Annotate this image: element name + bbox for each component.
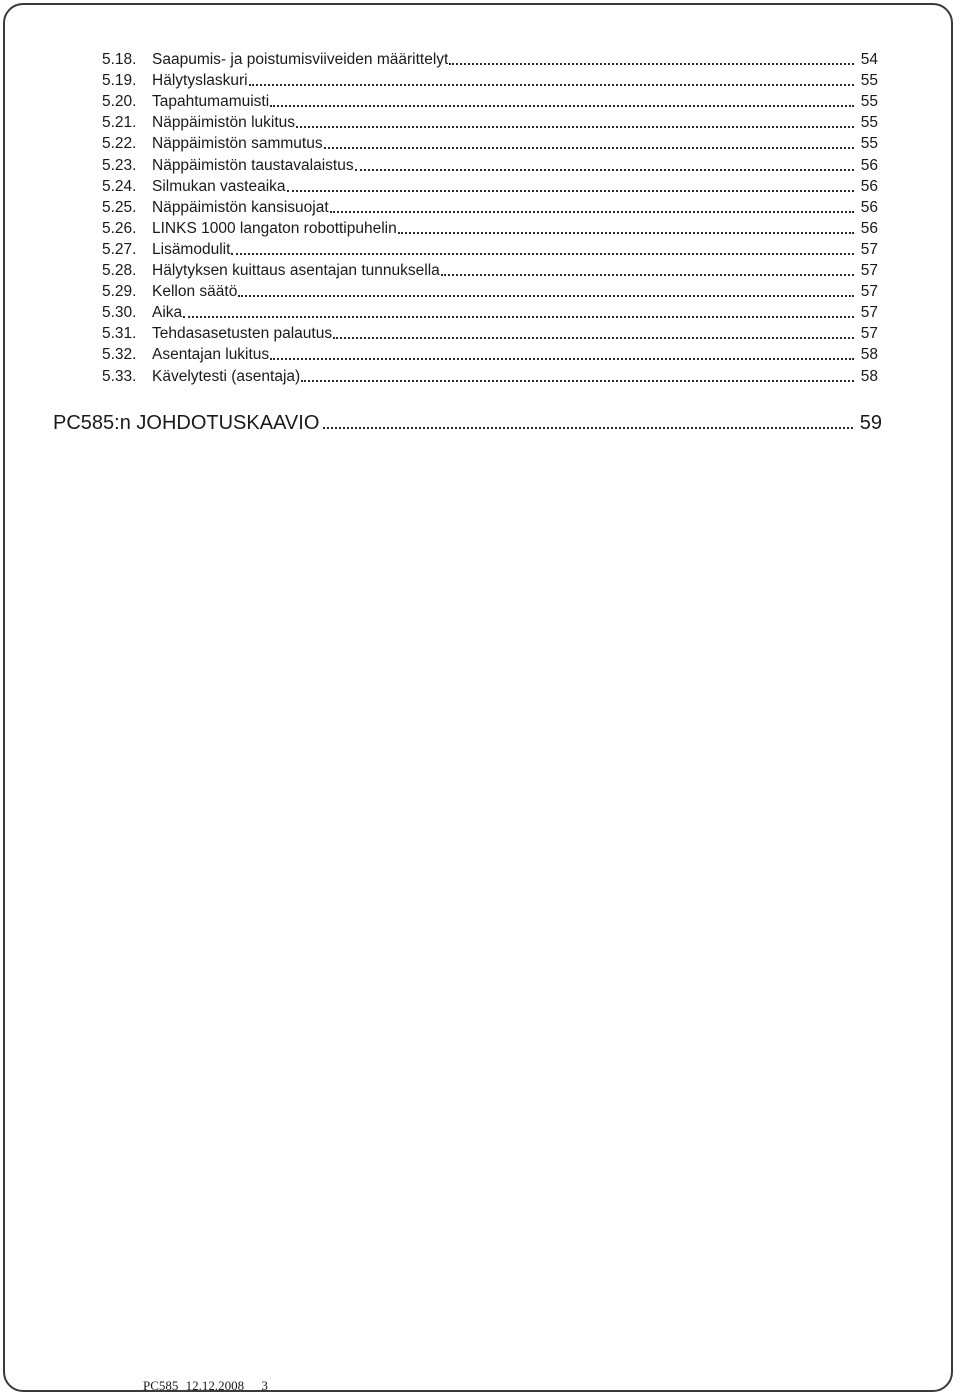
toc-entry[interactable] [102,323,878,344]
toc-entry-number: 5.19. [102,72,137,90]
page-footer [143,1378,272,1394]
toc-entry-page: 57 [860,240,878,258]
toc-entry-number: 5.24. [102,177,137,195]
toc-dot-leader [238,295,854,297]
toc-entry[interactable] [102,197,878,218]
toc-entry-title: Näppäimistön kansisuojat [152,198,329,216]
toc-dot-leader [355,169,854,171]
toc-entry[interactable] [102,239,878,260]
toc-entry-title: LINKS 1000 langaton robottipuhelin [152,219,397,237]
toc-entry-title: Hälytyslaskuri [152,72,248,90]
toc-entry-page: 55 [860,135,878,153]
toc-entry-title: Kävelytesti (asentaja) [152,367,301,385]
toc-entry-title: Kellon säätö [152,283,238,301]
toc-entry-number: 5.22. [102,135,137,153]
toc-entry[interactable] [102,70,878,91]
toc-dot-leader [323,427,853,429]
toc-entry[interactable] [102,344,878,365]
toc-entry[interactable] [102,260,878,281]
toc-entry-page: 57 [860,283,878,301]
toc-entry[interactable] [102,176,878,197]
toc-entry-number: 5.32. [102,346,137,364]
toc-entry-number: 5.28. [102,262,137,280]
footer-model: PC585 [143,1378,179,1393]
toc-entry[interactable] [102,281,878,302]
toc-entry-title: Näppäimistön sammutus [152,135,323,153]
toc-entry[interactable] [102,302,878,323]
toc-dot-leader [398,232,854,234]
toc-entry-title: Lisämodulit [152,240,231,258]
toc-section-entry[interactable] [53,412,882,435]
toc-entry-page: 55 [860,72,878,90]
toc-dot-leader [183,316,854,318]
toc-entry-title: Aika [152,304,183,322]
table-of-contents [102,49,878,387]
toc-entry-number: 5.20. [102,93,137,111]
toc-entry[interactable] [102,133,878,154]
toc-dot-leader [249,84,854,86]
footer-page-number: 3 [261,1378,268,1393]
toc-dot-leader [231,253,854,255]
toc-entry-page: 56 [860,177,878,195]
toc-entry[interactable] [102,49,878,70]
toc-entry-title: Tapahtumamuisti [152,93,270,111]
toc-entry[interactable] [102,91,878,112]
toc-entry-page: 54 [860,51,878,69]
toc-entry-number: 5.31. [102,325,137,343]
toc-entry-title: Näppäimistön lukitus [152,114,296,132]
toc-entry-page: 58 [860,367,878,385]
toc-dot-leader [324,147,854,149]
toc-entry-page: 58 [860,346,878,364]
toc-entry-number: 5.33. [102,367,137,385]
toc-dot-leader [287,190,854,192]
toc-entry-page: 56 [860,156,878,174]
toc-entry-title: Näppäimistön taustavalaistus [152,156,354,174]
toc-entry-number: 5.25. [102,198,137,216]
toc-dot-leader [301,380,854,382]
toc-dot-leader [270,105,854,107]
toc-dot-leader [296,126,854,128]
toc-entry-page: 56 [860,198,878,216]
toc-entry-page: 57 [860,304,878,322]
toc-entry-number: 5.21. [102,114,137,132]
toc-entry-page: 57 [860,325,878,343]
toc-entry[interactable] [102,218,878,239]
toc-entry-number: 5.30. [102,304,137,322]
toc-entry-page: 55 [860,93,878,111]
toc-dot-leader [333,337,854,339]
toc-dot-leader [449,63,854,65]
toc-entry-title: Silmukan vasteaika [152,177,286,195]
toc-entry-page: 56 [860,219,878,237]
toc-entry-number: 5.26. [102,219,137,237]
toc-dot-leader [330,211,854,213]
toc-dot-leader [441,274,854,276]
footer-date: 12.12.2008 [185,1378,245,1393]
toc-section-page: 59 [859,412,882,434]
toc-entry[interactable] [102,154,878,175]
toc-entry-number: 5.29. [102,283,137,301]
toc-dot-leader [270,358,854,360]
toc-entry-number: 5.18. [102,51,137,69]
toc-section-title: PC585:n JOHDOTUSKAAVIO [53,412,320,434]
toc-entry-title: Tehdasasetusten palautus [152,325,333,343]
toc-entry[interactable] [102,112,878,133]
toc-entry-page: 55 [860,114,878,132]
toc-entry-number: 5.23. [102,156,137,174]
toc-entry-title: Asentajan lukitus [152,346,270,364]
toc-entry[interactable] [102,365,878,386]
toc-entry-title: Saapumis- ja poistumisviiveiden määrittelyt [152,51,449,69]
toc-entry-number: 5.27. [102,240,137,258]
toc-entry-title: Hälytyksen kuittaus asentajan tunnuksella [152,262,440,280]
toc-entry-page: 57 [860,262,878,280]
